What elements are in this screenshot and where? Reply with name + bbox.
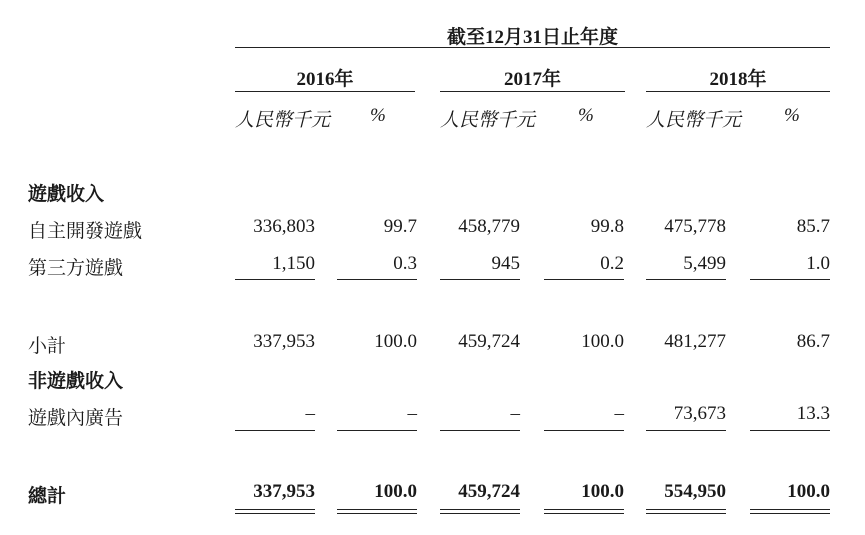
cell-value: 945 — [491, 253, 520, 274]
row-label-game-revenue: 遊戲收入 — [28, 184, 105, 205]
row-label-third-party: 第三方遊戲 — [28, 258, 124, 279]
total-double-rule — [750, 509, 830, 514]
cell-pct: 13.3 — [796, 403, 830, 424]
cell-value: 554,950 — [664, 481, 726, 502]
total-double-rule — [646, 509, 726, 514]
sum-rule — [235, 279, 315, 280]
cell-pct: 100.0 — [581, 331, 624, 352]
cell-pct: 100.0 — [374, 331, 417, 352]
sum-rule — [750, 279, 830, 280]
cell-value: – — [510, 403, 520, 424]
cell-value: 458,779 — [458, 216, 520, 237]
total-double-rule — [544, 509, 624, 514]
row-label-self-developed: 自主開發遊戲 — [28, 221, 143, 242]
cell-pct: 100.0 — [374, 481, 417, 502]
cell-pct: 86.7 — [796, 331, 830, 352]
header-rule — [235, 47, 830, 48]
cell-value: 481,277 — [664, 331, 726, 352]
cell-value: 73,673 — [673, 403, 726, 424]
sum-rule — [337, 279, 417, 280]
cell-value: 459,724 — [458, 331, 520, 352]
cell-value: 1,150 — [272, 253, 315, 274]
year-2016: 2016年 — [296, 69, 354, 90]
sum-rule — [440, 430, 520, 431]
unit-label-2017: 人民幣千元 — [440, 110, 536, 131]
pct-label-2017: % — [578, 105, 594, 126]
sum-rule — [440, 279, 520, 280]
year-rule-2016 — [235, 91, 415, 92]
cell-value: 475,778 — [664, 216, 726, 237]
sum-rule — [544, 430, 624, 431]
sum-rule — [235, 430, 315, 431]
cell-value: 5,499 — [683, 253, 726, 274]
year-2018: 2018年 — [709, 69, 767, 90]
row-label-non-game-revenue: 非遊戲收入 — [28, 371, 124, 392]
pct-label-2018: % — [784, 105, 800, 126]
cell-pct: 99.8 — [590, 216, 624, 237]
row-label-in-game-ads: 遊戲內廣告 — [28, 408, 124, 429]
year-2017: 2017年 — [503, 69, 561, 90]
row-label-total: 總計 — [28, 486, 67, 507]
cell-value: – — [305, 403, 315, 424]
total-double-rule — [235, 509, 315, 514]
period-title: 截至12月31日止年度 — [446, 27, 618, 48]
row-label-subtotal: 小計 — [28, 336, 67, 357]
cell-pct: 100.0 — [581, 481, 624, 502]
sum-rule — [337, 430, 417, 431]
sum-rule — [646, 279, 726, 280]
sum-rule — [646, 430, 726, 431]
year-rule-2018 — [646, 91, 830, 92]
year-rule-2017 — [440, 91, 625, 92]
cell-pct: 1.0 — [806, 253, 830, 274]
cell-value: 336,803 — [253, 216, 315, 237]
cell-pct: – — [614, 403, 624, 424]
total-double-rule — [337, 509, 417, 514]
unit-label-2016: 人民幣千元 — [235, 110, 331, 131]
cell-pct: 100.0 — [787, 481, 830, 502]
cell-value: 459,724 — [458, 481, 520, 502]
cell-pct: 99.7 — [383, 216, 417, 237]
cell-pct: 0.2 — [600, 253, 624, 274]
total-double-rule — [440, 509, 520, 514]
unit-label-2018: 人民幣千元 — [646, 110, 742, 131]
cell-value: 337,953 — [253, 481, 315, 502]
sum-rule — [544, 279, 624, 280]
cell-pct: – — [407, 403, 417, 424]
pct-label-2016: % — [370, 105, 386, 126]
sum-rule — [750, 430, 830, 431]
cell-pct: 85.7 — [796, 216, 830, 237]
cell-value: 337,953 — [253, 331, 315, 352]
cell-pct: 0.3 — [393, 253, 417, 274]
